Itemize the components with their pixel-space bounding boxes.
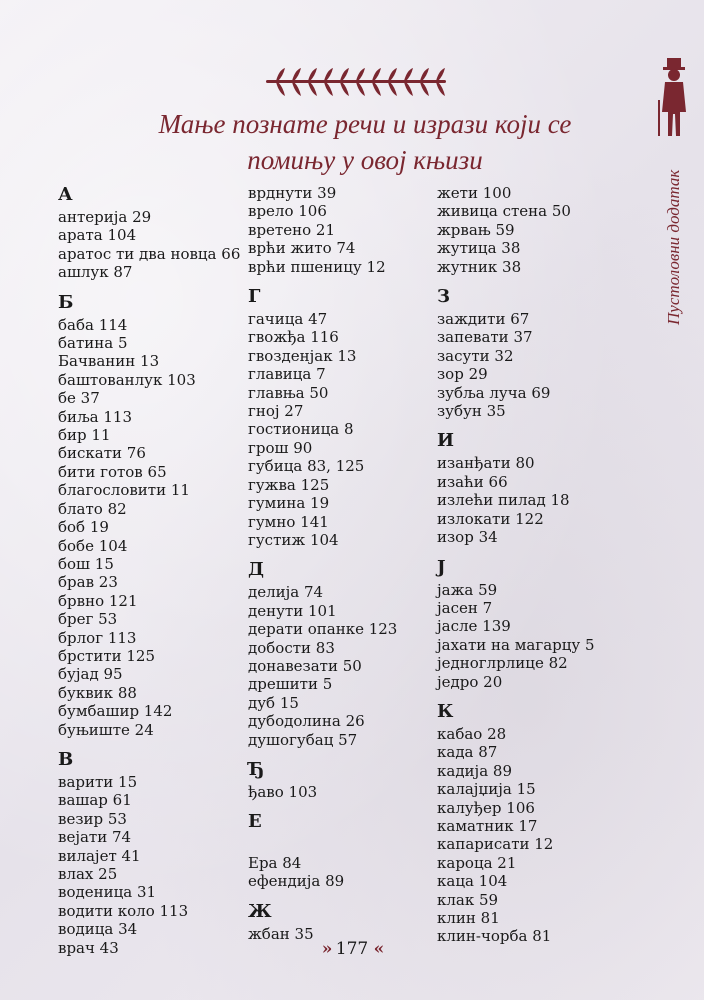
glossary-entry: јасен 7 [437, 598, 493, 617]
glossary-section [58, 292, 238, 739]
section-letter: Ј [437, 556, 446, 578]
glossary-entry: калуђер 106 [437, 798, 535, 817]
glossary-entry: јасле 139 [437, 617, 511, 636]
glossary-entry: врело 106 [248, 202, 327, 221]
glossary-entry: ефендија 89 [248, 872, 345, 891]
glossary-entry: жутица 38 [437, 239, 521, 258]
glossary-entry: јахати на магарцу 5 [437, 635, 595, 654]
glossary-entry: вејати 74 [58, 828, 132, 847]
leaf-ornament-icon [262, 66, 450, 98]
page-footer [0, 939, 704, 959]
glossary-entry: антерија 29 [58, 208, 152, 226]
glossary-entry: врћи пшеницу 12 [248, 257, 386, 276]
glossary-entry [248, 835, 428, 853]
section-letter: Е [248, 811, 262, 833]
glossary-entry: гумно 141 [248, 512, 329, 531]
glossary-entry: буњиште 24 [58, 720, 154, 739]
glossary-entry: блато 82 [58, 499, 127, 518]
glossary-section [437, 184, 637, 276]
glossary-section [437, 701, 637, 946]
glossary-entry: клак 59 [437, 890, 499, 909]
glossary-entry: кадија 89 [437, 761, 512, 780]
glossary-entry: живица стена 50 [437, 202, 571, 221]
glossary-entry: када 87 [437, 743, 498, 762]
glossary-entry: бискати 76 [58, 444, 146, 463]
section-letter: Б [58, 291, 74, 313]
glossary-entry: вретено 21 [248, 220, 335, 239]
glossary-entry: каца 104 [437, 872, 508, 891]
glossary-column-3 [437, 184, 637, 956]
glossary-entry: брав 23 [58, 573, 118, 592]
glossary-entry: заждити 67 [437, 310, 530, 329]
glossary-entry: једноглрлице 82 [437, 654, 568, 673]
section-side-label: Пустоловни додатак [664, 169, 683, 325]
glossary-entry: изаћи 66 [437, 472, 508, 491]
glossary-entry: влах 25 [58, 865, 118, 883]
glossary-entry: изор 34 [437, 528, 498, 547]
section-letter: Г [248, 286, 261, 308]
glossary-entry: дубодолина 26 [248, 712, 365, 731]
footer-right-ornament-icon: « [373, 939, 383, 959]
glossary-entry: засути 32 [437, 346, 514, 365]
glossary-entry: денути 101 [248, 601, 337, 620]
section-letter: В [58, 748, 74, 770]
glossary-entry: зубља луча 69 [437, 383, 551, 402]
glossary-entry: брстити 125 [58, 646, 156, 665]
glossary-column-1 [58, 184, 241, 967]
glossary-entry: жутник 38 [437, 257, 522, 276]
footer-left-ornament-icon: » [321, 939, 331, 959]
glossary-entry: арата 104 [58, 226, 137, 245]
glossary-entry: боб 19 [58, 518, 109, 537]
glossary-section [248, 901, 428, 943]
glossary-entry: кароца 21 [437, 853, 517, 872]
glossary-entry: вашар 61 [58, 791, 132, 810]
glossary-entry: бир 11 [58, 426, 111, 445]
glossary-entry: главња 50 [248, 383, 329, 402]
glossary-section [58, 184, 241, 282]
section-letter: А [58, 184, 73, 205]
section-letter: Ђ [248, 758, 265, 780]
glossary-entry: Ера 84 [248, 853, 302, 872]
glossary-entry: грош 90 [248, 438, 313, 457]
glossary-entry: жрвањ 59 [437, 220, 515, 239]
glossary-entry: ђаво 103 [248, 782, 318, 801]
glossary-entry: гужва 125 [248, 475, 330, 494]
glossary-entry: гачица 47 [248, 310, 328, 329]
glossary-entry: бе 37 [58, 389, 100, 408]
glossary-entry: врднути 39 [248, 184, 337, 202]
glossary-entry: гумина 19 [248, 494, 330, 513]
glossary-entry: једро 20 [437, 672, 503, 691]
glossary-section [437, 557, 637, 691]
glossary-entry: брег 53 [58, 610, 118, 629]
glossary-entry: гној 27 [248, 402, 304, 421]
glossary-entry: брлог 113 [58, 628, 137, 647]
glossary-entry: изанђати 80 [437, 454, 535, 473]
glossary-entry: бујад 95 [58, 665, 123, 684]
glossary-section [437, 430, 637, 546]
section-letter: Д [248, 559, 265, 581]
page-title-line-2: помињу у овој књизи [247, 145, 483, 175]
glossary-entry: благословити 11 [58, 481, 190, 500]
glossary-entry: жети 100 [437, 184, 512, 202]
traveler-silhouette-icon [654, 56, 692, 140]
section-letter: Ж [248, 900, 272, 922]
glossary-entry: бош 15 [58, 554, 114, 573]
glossary-entry: Бачванин 13 [58, 352, 160, 371]
glossary-entry: бобе 104 [58, 536, 128, 555]
glossary-entry: брвно 121 [58, 591, 138, 610]
glossary-entry: главица 7 [248, 365, 326, 384]
glossary-entry: каматник 17 [437, 816, 538, 835]
glossary-entry: добости 83 [248, 638, 335, 657]
glossary-entry: калајџија 15 [437, 780, 536, 799]
glossary-entry: дрешити 5 [248, 675, 333, 694]
glossary-section [248, 759, 428, 801]
glossary-entry: жбан 35 [248, 924, 314, 943]
glossary-entry: дуб 15 [248, 693, 299, 712]
glossary-entry: клин-чорба 81 [437, 927, 552, 946]
glossary-entry: зор 29 [437, 365, 488, 384]
glossary-entry: гвожђа 116 [248, 328, 339, 347]
glossary-section [248, 184, 428, 276]
glossary-section [58, 749, 238, 957]
glossary-entry: душогубац 57 [248, 730, 358, 749]
glossary-entry: врач 43 [58, 938, 119, 957]
glossary-entry: врћи жито 74 [248, 239, 356, 258]
glossary-entry: ашлук 87 [58, 263, 133, 282]
glossary-entry: везир 53 [58, 809, 127, 828]
glossary-section [248, 811, 428, 890]
glossary-entry: губица 83, 125 [248, 457, 365, 476]
glossary-entry: гвозденјак 13 [248, 346, 357, 365]
glossary-entry: јажа 59 [437, 580, 498, 599]
glossary-entry: делија 74 [248, 583, 324, 602]
glossary-entry: густиж 104 [248, 530, 339, 549]
section-letter: З [437, 286, 450, 308]
glossary-entry: донавезати 50 [248, 656, 362, 675]
glossary-entry: водица 34 [58, 920, 138, 939]
glossary-entry: капарисати 12 [437, 835, 554, 854]
glossary-entry: дерати опанке 123 [248, 620, 398, 639]
glossary-entry: вилајет 41 [58, 846, 141, 865]
glossary-entry: кабао 28 [437, 724, 507, 743]
glossary-section [248, 559, 428, 749]
glossary-entry: батина 5 [58, 334, 128, 353]
section-letter: И [437, 430, 455, 452]
glossary-entry: варити 15 [58, 772, 138, 791]
glossary-entry: запевати 37 [437, 328, 533, 347]
glossary-entry: водити коло 113 [58, 901, 189, 920]
glossary-section [437, 286, 637, 420]
glossary-entry: излећи пилад 18 [437, 491, 570, 510]
glossary-entry: буквик 88 [58, 683, 137, 702]
glossary-entry: воденица 31 [58, 883, 157, 902]
glossary-entry: аратос ти два новца 66 [58, 244, 241, 263]
page-number: 177 [335, 939, 369, 959]
glossary-section [248, 286, 428, 549]
glossary-entry: излокати 122 [437, 509, 544, 528]
glossary-entry: баба 114 [58, 315, 128, 334]
glossary-entry: бити готов 65 [58, 462, 167, 481]
glossary-column-2 [248, 184, 428, 953]
glossary-entry: гостионица 8 [248, 420, 354, 439]
glossary-entry: клин 81 [437, 909, 500, 927]
glossary-entry: биља 113 [58, 407, 133, 426]
page-title-line-1: Мање познате речи и изрази који се [158, 109, 572, 139]
glossary-entry: баштованлук 103 [58, 370, 196, 389]
section-letter: К [437, 700, 454, 722]
glossary-entry: бумбашир 142 [58, 702, 173, 721]
glossary-entry: зубун 35 [437, 402, 506, 421]
